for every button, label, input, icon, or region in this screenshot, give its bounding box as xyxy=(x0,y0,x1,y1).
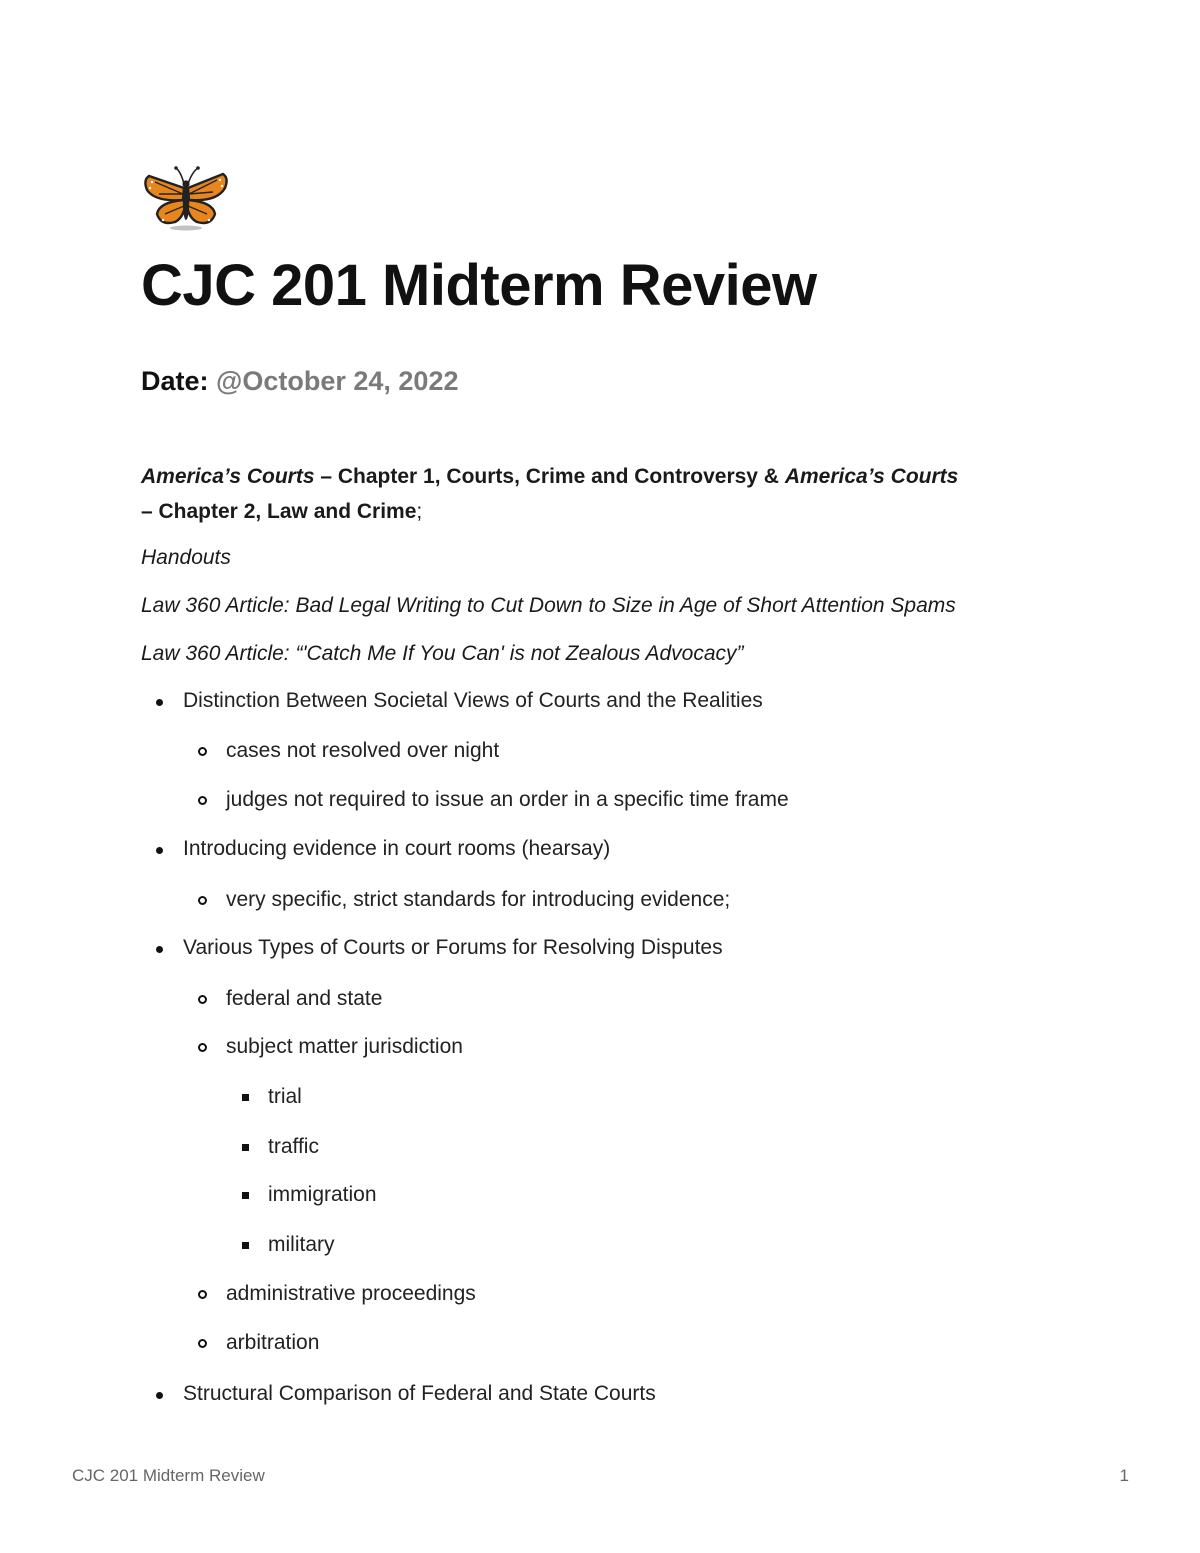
bullet-square-icon xyxy=(242,1094,249,1101)
list-item: Structural Comparison of Federal and State Courts xyxy=(183,1382,656,1405)
bullet-square-icon xyxy=(242,1192,249,1199)
bullet-circle-icon xyxy=(198,1290,207,1299)
bullet-circle-icon xyxy=(198,1339,207,1348)
list-item: subject matter jurisdiction xyxy=(226,1035,463,1058)
reading-part-2: – Chapter 2, Law and Crime xyxy=(141,500,417,523)
list-item: administrative proceedings xyxy=(226,1282,476,1305)
bullet-disc-icon xyxy=(156,847,163,854)
bullet-circle-icon xyxy=(198,796,207,805)
reading-line-2 xyxy=(141,494,422,529)
footer-page-number: 1 xyxy=(1119,1466,1129,1485)
list-item: Various Types of Courts or Forums for Resolving Disputes xyxy=(183,936,723,959)
butterfly-icon xyxy=(143,160,229,232)
list-item: traffic xyxy=(268,1135,319,1158)
date-label: Date: xyxy=(141,366,209,396)
reading-line-1 xyxy=(141,459,958,494)
handout-article-2: Law 360 Article: “'Catch Me If You Can' is not Zealous Advocacy” xyxy=(141,642,744,665)
page-title: CJC 201 Midterm Review xyxy=(141,253,817,318)
book-title-2: America’s Courts xyxy=(784,465,959,488)
list-item: arbitration xyxy=(226,1331,320,1354)
bullet-circle-icon xyxy=(198,896,207,905)
list-item: immigration xyxy=(268,1183,377,1206)
bullet-disc-icon xyxy=(156,946,163,953)
date-property xyxy=(141,366,458,397)
list-item: Distinction Between Societal Views of Courts and the Realities xyxy=(183,689,763,712)
list-item: trial xyxy=(268,1085,302,1108)
footer-doc-title: CJC 201 Midterm Review xyxy=(72,1466,265,1485)
date-value[interactable]: @October 24, 2022 xyxy=(216,366,459,396)
bullet-disc-icon xyxy=(156,1392,163,1399)
reading-part-1: – Chapter 1, Courts, Crime and Controversy & xyxy=(314,465,785,488)
list-item: very specific, strict standards for introducing evidence; xyxy=(226,888,731,911)
list-item: Introducing evidence in court rooms (hearsay) xyxy=(183,837,611,860)
bullet-square-icon xyxy=(242,1242,249,1249)
handout-article-1: Law 360 Article: Bad Legal Writing to Cut Down to Size in Age of Short Attention Spams xyxy=(141,594,956,617)
list-item: judges not required to issue an order in a specific time frame xyxy=(226,788,789,811)
book-title-1: America’s Courts xyxy=(141,465,315,488)
reading-semicolon: ; xyxy=(416,500,423,523)
list-item: federal and state xyxy=(226,987,383,1010)
bullet-square-icon xyxy=(242,1144,249,1151)
handouts-heading: Handouts xyxy=(141,546,231,569)
list-item: cases not resolved over night xyxy=(226,739,500,762)
bullet-disc-icon xyxy=(156,699,163,706)
bullet-circle-icon xyxy=(198,995,207,1004)
bullet-circle-icon xyxy=(198,747,207,756)
list-item: military xyxy=(268,1233,335,1256)
bullet-circle-icon xyxy=(198,1043,207,1052)
